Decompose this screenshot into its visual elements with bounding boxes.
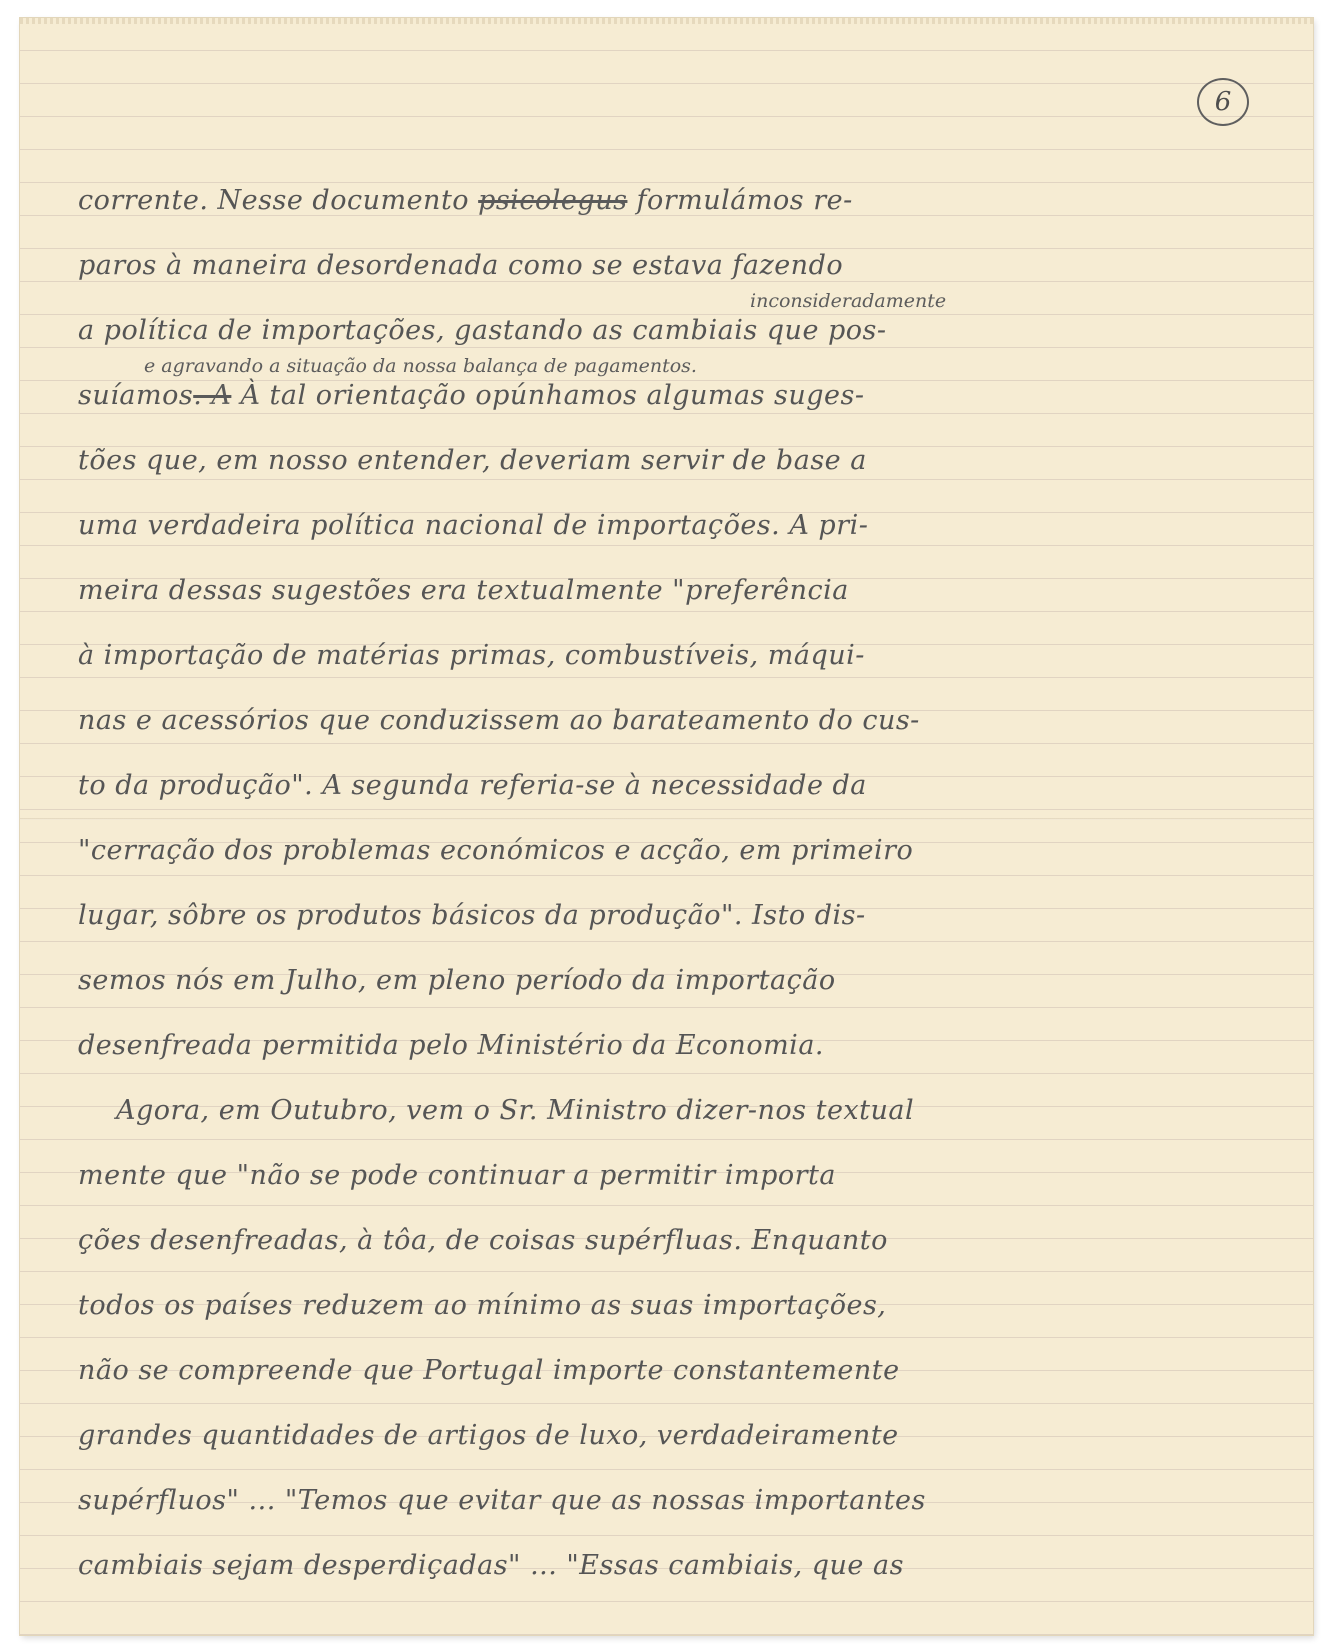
- text-line: [78, 818, 1268, 883]
- text-line: [78, 1338, 1268, 1403]
- handwritten-text: [78, 168, 1268, 1598]
- text-line: [78, 1013, 1268, 1078]
- text-line: [78, 753, 1268, 818]
- struck-text: psicolegus: [478, 185, 628, 216]
- text-line: [78, 1403, 1268, 1468]
- manuscript-page: [20, 18, 1313, 1635]
- page-number: 6: [1197, 78, 1249, 126]
- text-line: [78, 883, 1268, 948]
- line-text: grandes quantidades de artigos de luxo, verdadeiramente: [78, 1420, 899, 1451]
- text-line: [78, 1533, 1268, 1598]
- struck-text: . A: [193, 380, 232, 411]
- handwritten-insertion: e agravando a situação da nossa balança de pagamentos.: [144, 355, 697, 377]
- line-text: Agora, em Outubro, vem o Sr. Ministro dizer-nos textual: [116, 1095, 915, 1126]
- line-text: formulámos re-: [627, 185, 853, 216]
- text-line: [78, 623, 1268, 688]
- text-line: [78, 948, 1268, 1013]
- text-line: [78, 233, 1268, 298]
- handwritten-insertion: inconsideradamente: [750, 290, 947, 312]
- line-text: to da produção". A segunda referia-se à necessidade da: [78, 770, 867, 801]
- line-text: desenfreada permitida pelo Ministério da Economia.: [78, 1030, 824, 1061]
- text-line: [78, 363, 1268, 428]
- line-text: cambiais sejam desperdiçadas" ... "Essas cambiais, que as: [78, 1550, 904, 1581]
- text-line: [78, 428, 1268, 493]
- line-text: todos os países reduzem ao mínimo as suas importações,: [78, 1290, 887, 1321]
- line-text: "cerração dos problemas económicos e acção, em primeiro: [78, 835, 914, 866]
- line-text: nas e acessórios que conduzissem ao barateamento do cus-: [78, 705, 920, 736]
- text-line: [78, 298, 1268, 363]
- text-line: [78, 688, 1268, 753]
- text-line: [78, 1468, 1268, 1533]
- line-text: semos nós em Julho, em pleno período da importação: [78, 965, 836, 996]
- line-text: paros à maneira desordenada como se estava fazendo: [78, 250, 844, 281]
- text-line: [78, 1078, 1268, 1143]
- line-text: a política de importações, gastando as cambiais que pos-: [78, 315, 887, 346]
- text-line: [78, 558, 1268, 623]
- line-text: mente que "não se pode continuar a permitir importa: [78, 1160, 836, 1191]
- text-line: [78, 1208, 1268, 1273]
- text-line: [78, 1273, 1268, 1338]
- line-text: tões que, em nosso entender, deveriam servir de base a: [78, 445, 867, 476]
- line-text: à importação de matérias primas, combustíveis, máqui-: [78, 640, 865, 671]
- line-text: meira dessas sugestões era textualmente "preferência: [78, 575, 849, 606]
- text-line: [78, 1143, 1268, 1208]
- line-text: não se compreende que Portugal importe constantemente: [78, 1355, 900, 1386]
- text-line: [78, 493, 1268, 558]
- line-text: supérfluos" ... "Temos que evitar que as nossas importantes: [78, 1485, 926, 1516]
- line-text: suíamos: [78, 380, 194, 411]
- line-text: ções desenfreadas, à tôa, de coisas supérfluas. Enquanto: [78, 1225, 888, 1256]
- text-line: [78, 168, 1268, 233]
- line-text: corrente. Nesse documento: [78, 185, 479, 216]
- line-text: uma verdadeira política nacional de importações. A pri-: [78, 510, 869, 541]
- line-text: lugar, sôbre os produtos básicos da produção". Isto dis-: [78, 900, 866, 931]
- line-text: À tal orientação opúnhamos algumas suges-: [231, 380, 865, 411]
